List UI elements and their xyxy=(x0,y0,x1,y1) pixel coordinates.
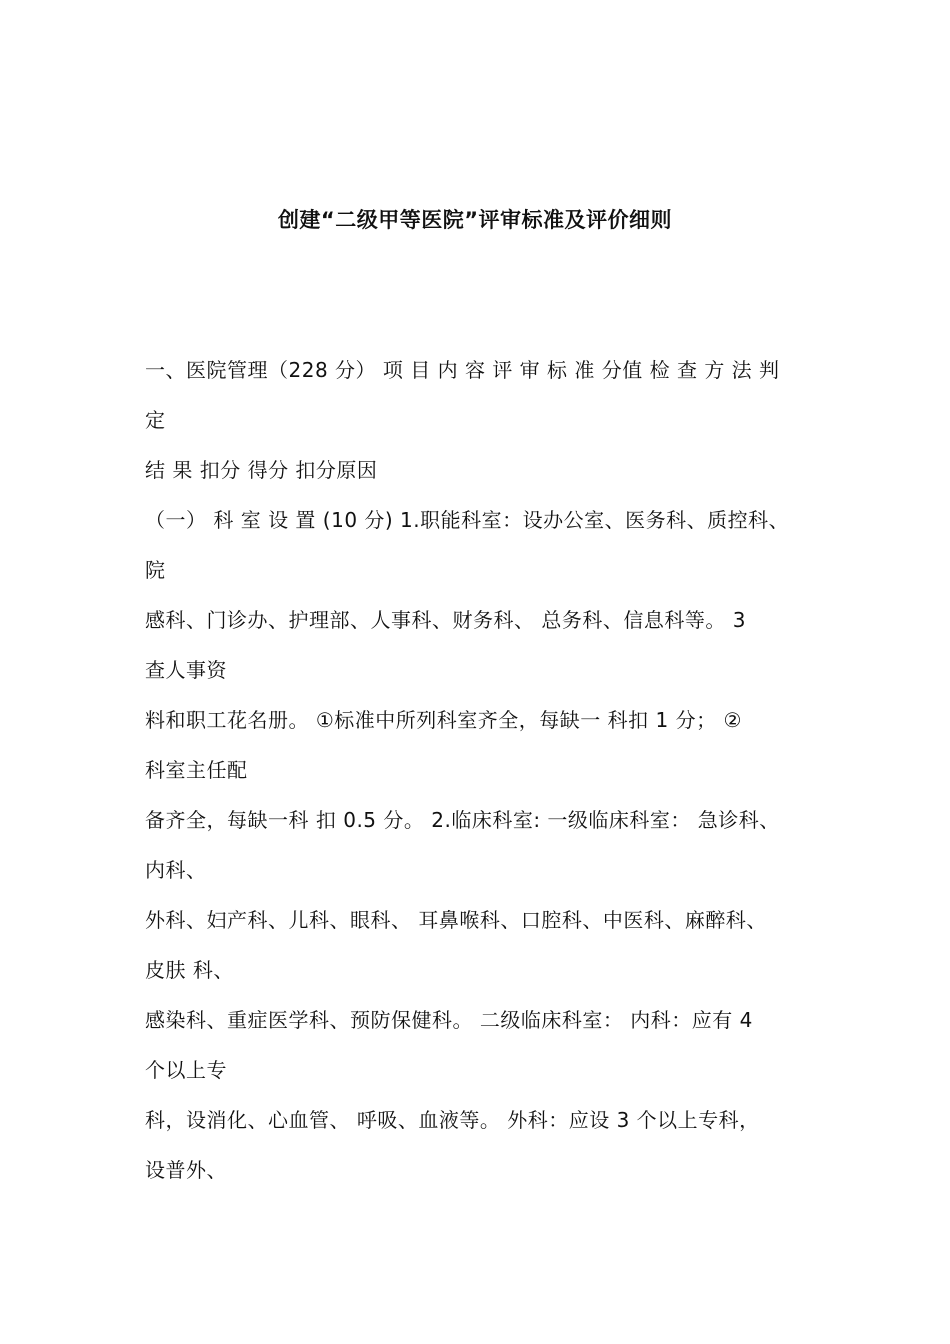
body-line: 科室主任配 xyxy=(145,758,248,782)
body-line: 查人事资 xyxy=(145,658,227,682)
body-line: 备齐全，每缺一科 扣 0.5 分。 2.临床科室: 一级临床科室： 急诊科、 xyxy=(145,808,780,832)
body-line: 感科、门诊办、护理部、人事科、财务科、 总务科、信息科等。 3 xyxy=(145,608,746,632)
body-line: 科，设消化、心血管、 呼吸、血液等。 外科：应设 3 个以上专科， xyxy=(145,1108,760,1132)
body-line: 个以上专 xyxy=(145,1058,227,1082)
body-line: 定 xyxy=(145,408,166,432)
body-line: 外科、妇产科、儿科、眼科、 耳鼻喉科、口腔科、中医科、麻醉科、 xyxy=(145,908,767,932)
document-title: 创建“二级甲等医院”评审标准及评价细则 xyxy=(277,208,673,232)
body-line: 感染科、重症医学科、预防保健科。 二级临床科室： 内科：应有 4 xyxy=(145,1008,753,1032)
body-line: （一） 科 室 设 置 (10 分) 1.职能科室：设办公室、医务科、质控科、 xyxy=(145,508,790,532)
body-line: 一、医院管理（228 分） 项 目 内 容 评 审 标 准 分值 检 查 方 法 判 xyxy=(145,358,780,382)
body-line: 院 xyxy=(145,558,166,582)
body-line: 皮肤 科、 xyxy=(145,958,234,982)
document-body xyxy=(145,352,825,1202)
body-line: 结 果 扣分 得分 扣分原因 xyxy=(145,458,378,482)
body-line: 设普外、 xyxy=(145,1158,227,1182)
body-line: 料和职工花名册。 ①标准中所列科室齐全，每缺一 科扣 1 分； ② xyxy=(145,708,742,732)
body-line: 内科、 xyxy=(145,858,207,882)
